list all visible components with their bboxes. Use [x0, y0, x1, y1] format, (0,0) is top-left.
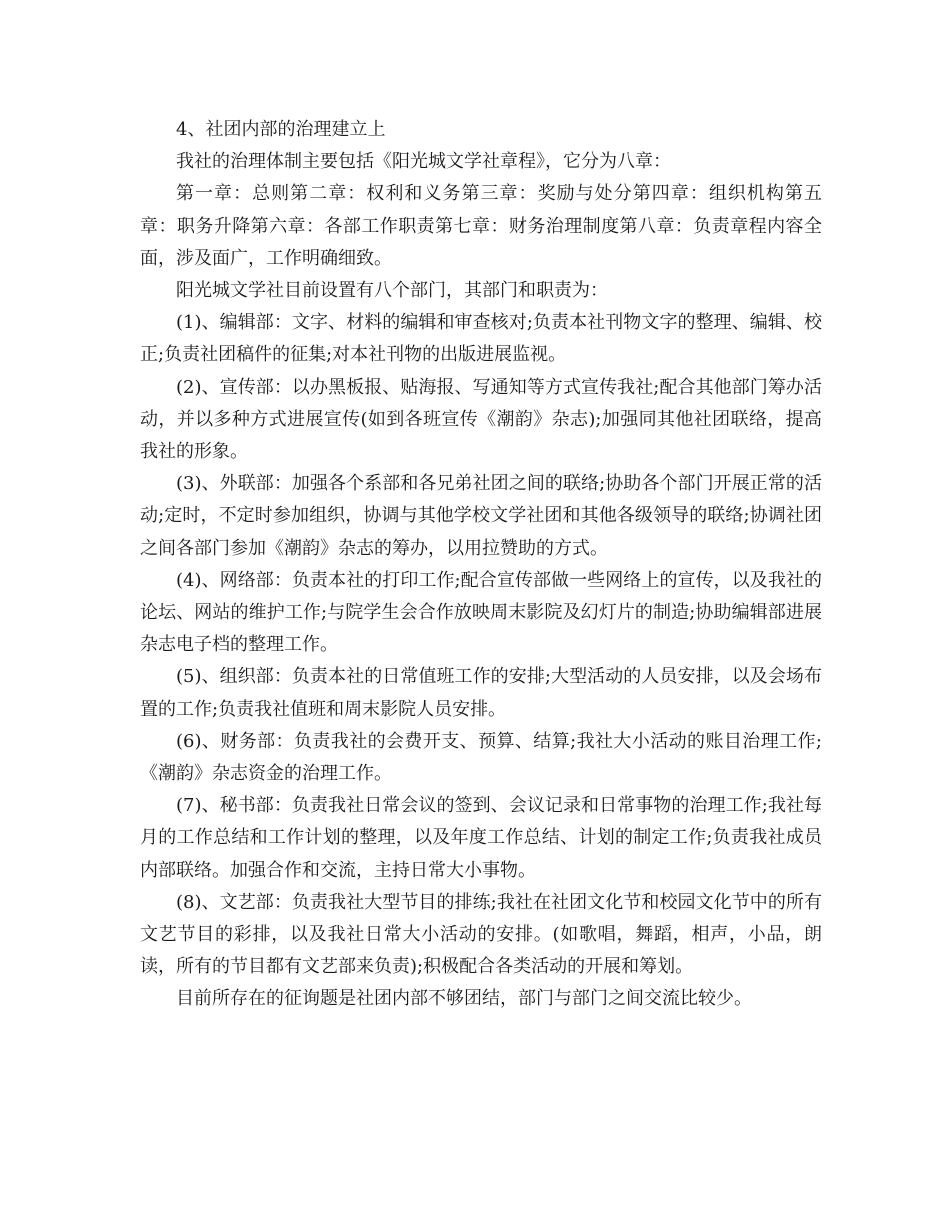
paragraph-conclusion: 目前所存在的征询题是社团内部不够团结，部门与部门之间交流比较少。 — [176, 988, 752, 1010]
paragraph: 阳光城文学社目前设置有八个部门，其部门和职责为： — [176, 280, 608, 302]
paragraph-publicity-dept: (2)、宣传部：以办黑板报、贴海报、写通知等方式宣传我社;配合其他部门筹办活动，并以多种方式进展宣传(如到各班宣传《潮韵》杂志);加强同其他社团联络，提高我社的形象。 — [140, 376, 822, 463]
paragraph-organization-dept: (5)、组织部：负责本社的日常值班工作的安排;大型活动的人员安排，以及会场布置的工作;负责我社值班和周末影院人员安排。 — [140, 666, 822, 720]
paragraph-editorial-dept: (1)、编辑部：文字、材料的编辑和审查核对;负责本社刊物文字的整理、编辑、校正;负责社团稿件的征集;对本社刊物的出版进展监视。 — [140, 312, 822, 366]
paragraph: 我社的治理体制主要包括《阳光城文学社章程》，它分为八章： — [176, 151, 671, 173]
document-body — [140, 114, 822, 1016]
paragraph-finance-dept: (6)、财务部：负责我社的会费开支、预算、结算;我社大小活动的账目治理工作;《潮韵》杂志资金的治理工作。 — [140, 730, 822, 785]
paragraph-secretariat-dept: (7)、秘书部：负责我社日常会议的签到、会议记录和日常事物的治理工作;我社每月的工作总结和工作计划的整理，以及年度工作总结、计划的制定工作;负责我社成员内部联络。加强合作和交流，主持日常大小事物。 — [140, 795, 822, 881]
paragraph-liaison-dept: (3)、外联部：加强各个系部和各兄弟社团之间的联络;协助各个部门开展正常的活动;定时，不定时参加组织，协调与其他学校文学社团和其他各级领导的联络;协调社团之间各部门参加《潮韵》杂志的筹办，以用拉赞助的方式。 — [140, 473, 822, 559]
paragraph-network-dept: (4)、网络部：负责本社的打印工作;配合宣传部做一些网络上的宣传，以及我社的论坛、网站的维护工作;与院学生会合作放映周末影院及幻灯片的制造;协助编辑部进展杂志电子档的整理工作。 — [140, 569, 822, 656]
paragraph-arts-dept: (8)、文艺部：负责我社大型节目的排练;我社在社团文化节和校园文化节中的所有文艺节目的彩排，以及我社日常大小活动的安排。(如歌唱，舞蹈，相声，小品，朗读，所有的节目都有文艺部来负责);积极配合各类活动的开展和筹划。 — [140, 891, 822, 978]
section-heading: 4、社团内部的治理建立上 — [176, 119, 386, 140]
paragraph: 第一章：总则第二章：权利和义务第三章：奖励与处分第四章：组织机构第五章：职务升降第六章：各部工作职责第七章：财务治理制度第八章：负责章程内容全面，涉及面广，工作明确细致。 — [140, 183, 822, 269]
